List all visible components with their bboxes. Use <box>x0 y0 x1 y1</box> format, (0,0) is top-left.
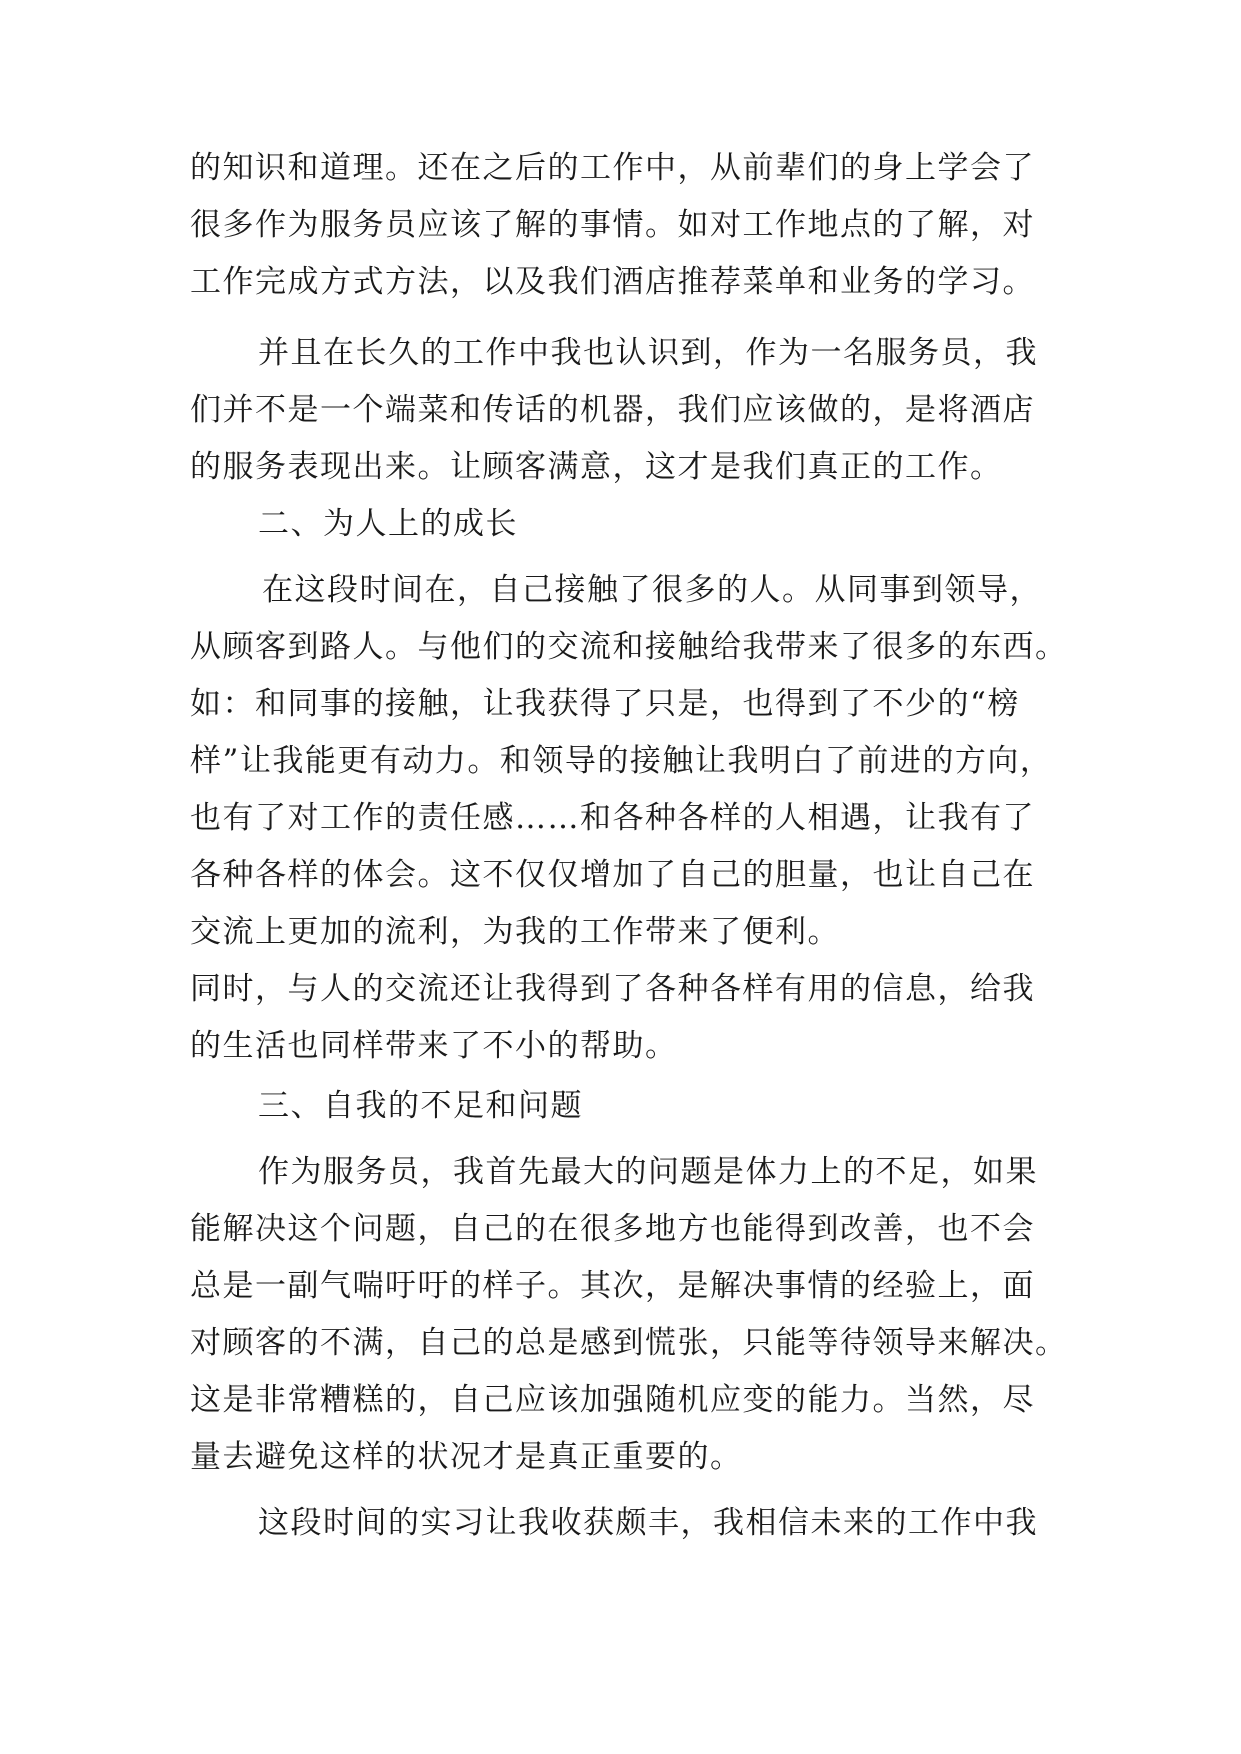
text-line: 也有了对工作的责任感……和各种各样的人相遇，让我有了 <box>190 800 1035 836</box>
text-line: 交流上更加的流利，为我的工作带来了便利。 <box>190 914 840 950</box>
text-line: 总是一副气喘吁吁的样子。其次，是解决事情的经验上，面 <box>190 1268 1035 1304</box>
text-line: 并且在长久的工作中我也认识到，作为一名服务员，我 <box>258 335 1038 371</box>
section-heading: 二、为人上的成长 <box>258 506 518 542</box>
text-line: 的生活也同样带来了不小的帮助。 <box>190 1028 678 1064</box>
text-line: 很多作为服务员应该了解的事情。如对工作地点的了解，对 <box>190 207 1035 243</box>
text-line: 的知识和道理。还在之后的工作中，从前辈们的身上学会了 <box>190 150 1035 186</box>
text-line: 能解决这个问题，自己的在很多地方也能得到改善，也不会 <box>190 1211 1035 1247</box>
text-line: 们并不是一个端菜和传话的机器，我们应该做的，是将酒店 <box>190 392 1035 428</box>
text-line: 样”让我能更有动力。和领导的接触让我明白了前进的方向， <box>190 743 1053 779</box>
text-line: 这是非常糟糕的，自己应该加强随机应变的能力。当然，尽 <box>190 1382 1035 1418</box>
text-line: 作为服务员，我首先最大的问题是体力上的不足，如果 <box>258 1154 1038 1190</box>
text-line: 这段时间的实习让我收获颇丰，我相信未来的工作中我 <box>258 1505 1038 1541</box>
text-line: 在这段时间在，自己接触了很多的人。从同事到领导， <box>262 572 1042 608</box>
text-line: 从顾客到路人。与他们的交流和接触给我带来了很多的东西。 <box>190 629 1068 665</box>
text-line: 同时，与人的交流还让我得到了各种各样有用的信息，给我 <box>190 971 1035 1007</box>
text-line: 量去避免这样的状况才是真正重要的。 <box>190 1439 743 1475</box>
text-line: 的服务表现出来。让顾客满意，这才是我们真正的工作。 <box>190 449 1003 485</box>
text-line: 工作完成方式方法，以及我们酒店推荐菜单和业务的学习。 <box>190 264 1035 300</box>
text-line: 对顾客的不满，自己的总是感到慌张，只能等待领导来解决。 <box>190 1325 1068 1361</box>
text-line: 如：和同事的接触，让我获得了只是，也得到了不少的“榜 <box>190 686 1020 722</box>
section-heading: 三、自我的不足和问题 <box>258 1088 583 1124</box>
text-line: 各种各样的体会。这不仅仅增加了自己的胆量，也让自己在 <box>190 857 1035 893</box>
